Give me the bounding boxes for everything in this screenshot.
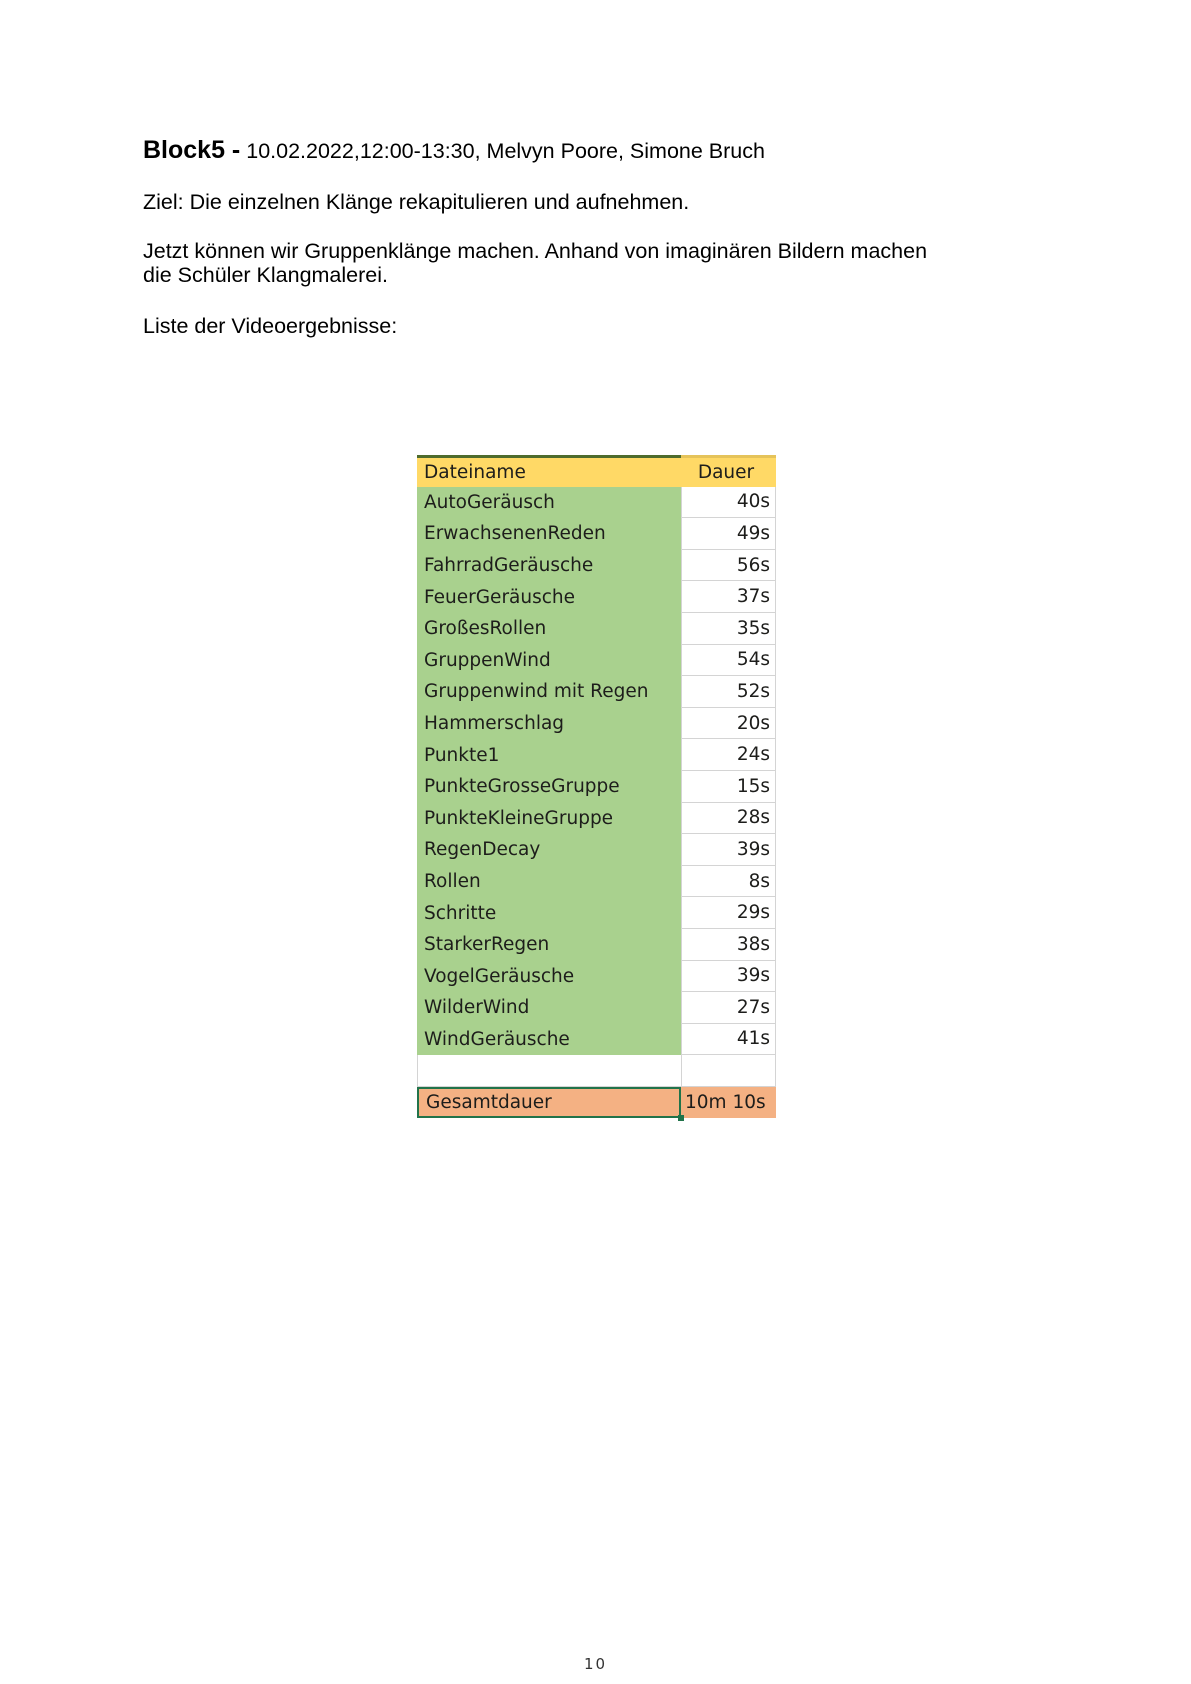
- block-heading: [143, 138, 765, 163]
- duration-cell: 41s: [681, 1024, 776, 1056]
- table-header-row: [417, 455, 776, 487]
- duration-cell: 39s: [681, 961, 776, 993]
- table-row: [417, 676, 776, 708]
- duration-cell: 49s: [681, 518, 776, 550]
- table-row: [417, 518, 776, 550]
- description-line-2: die Schüler Klangmalerei.: [143, 263, 388, 287]
- filename-cell: StarkerRegen: [417, 929, 681, 961]
- duration-cell: 20s: [681, 708, 776, 740]
- filename-cell: Rollen: [417, 866, 681, 898]
- filename-cell: FeuerGeräusche: [417, 581, 681, 613]
- duration-cell: 56s: [681, 550, 776, 582]
- duration-cell: 15s: [681, 771, 776, 803]
- duration-cell: 28s: [681, 803, 776, 835]
- description-line-1: Jetzt können wir Gruppenklänge machen. Anhand von imaginären Bildern machen: [143, 239, 928, 263]
- table-row: [417, 708, 776, 740]
- table-row: [417, 992, 776, 1024]
- table-row: [417, 487, 776, 519]
- video-results-table: [417, 455, 776, 1118]
- duration-cell: 38s: [681, 929, 776, 961]
- filename-cell: PunkteGrosseGruppe: [417, 771, 681, 803]
- filename-cell: FahrradGeräusche: [417, 550, 681, 582]
- goal-paragraph: Ziel: Die einzelnen Klänge rekapitulieren und aufnehmen.: [143, 190, 690, 214]
- table-row: [417, 645, 776, 677]
- duration-cell: 29s: [681, 897, 776, 929]
- block-title: Block5 -: [143, 136, 241, 164]
- duration-cell: 37s: [681, 581, 776, 613]
- table-row: [417, 739, 776, 771]
- table-row: [417, 613, 776, 645]
- filename-cell: Hammerschlag: [417, 708, 681, 740]
- duration-cell: 27s: [681, 992, 776, 1024]
- filename-cell: RegenDecay: [417, 834, 681, 866]
- filename-cell: WindGeräusche: [417, 1024, 681, 1056]
- duration-cell: 54s: [681, 645, 776, 677]
- filename-cell: PunkteKleineGruppe: [417, 803, 681, 835]
- table-row: [417, 771, 776, 803]
- duration-cell: 40s: [681, 487, 776, 519]
- duration-cell: 35s: [681, 613, 776, 645]
- filename-cell: Schritte: [417, 897, 681, 929]
- table-row: [417, 834, 776, 866]
- empty-cell: [417, 1055, 681, 1087]
- header-filename: Dateiname: [417, 455, 681, 487]
- duration-cell: 52s: [681, 676, 776, 708]
- table-row: [417, 1024, 776, 1056]
- total-value: 10m 10s: [681, 1087, 776, 1119]
- duration-cell: 39s: [681, 834, 776, 866]
- filename-cell: GroßesRollen: [417, 613, 681, 645]
- filename-cell: Punkte1: [417, 739, 681, 771]
- description-paragraph: [143, 239, 1043, 287]
- table-row: [417, 866, 776, 898]
- filename-cell: AutoGeräusch: [417, 487, 681, 519]
- table-row: [417, 550, 776, 582]
- filename-cell: VogelGeräusche: [417, 961, 681, 993]
- header-duration: Dauer: [681, 455, 776, 487]
- selection-fill-handle[interactable]: [678, 1115, 684, 1121]
- duration-cell: 24s: [681, 739, 776, 771]
- filename-cell: Gruppenwind mit Regen: [417, 676, 681, 708]
- block-details: 10.02.2022,12:00-13:30, Melvyn Poore, Simone Bruch: [240, 139, 765, 163]
- total-label: Gesamtdauer: [426, 1092, 552, 1114]
- total-label-cell[interactable]: [417, 1087, 681, 1119]
- empty-cell: [681, 1055, 776, 1087]
- table-row: [417, 961, 776, 993]
- table-row: [417, 581, 776, 613]
- filename-cell: ErwachsenenReden: [417, 518, 681, 550]
- list-intro: Liste der Videoergebnisse:: [143, 314, 398, 338]
- duration-cell: 8s: [681, 866, 776, 898]
- page-number: 10: [583, 1655, 608, 1673]
- table-row: [417, 897, 776, 929]
- filename-cell: WilderWind: [417, 992, 681, 1024]
- table-body: [417, 487, 776, 1056]
- table-row: [417, 803, 776, 835]
- table-total-row: [417, 1087, 776, 1119]
- filename-cell: GruppenWind: [417, 645, 681, 677]
- table-row: [417, 929, 776, 961]
- table-empty-row: [417, 1055, 776, 1087]
